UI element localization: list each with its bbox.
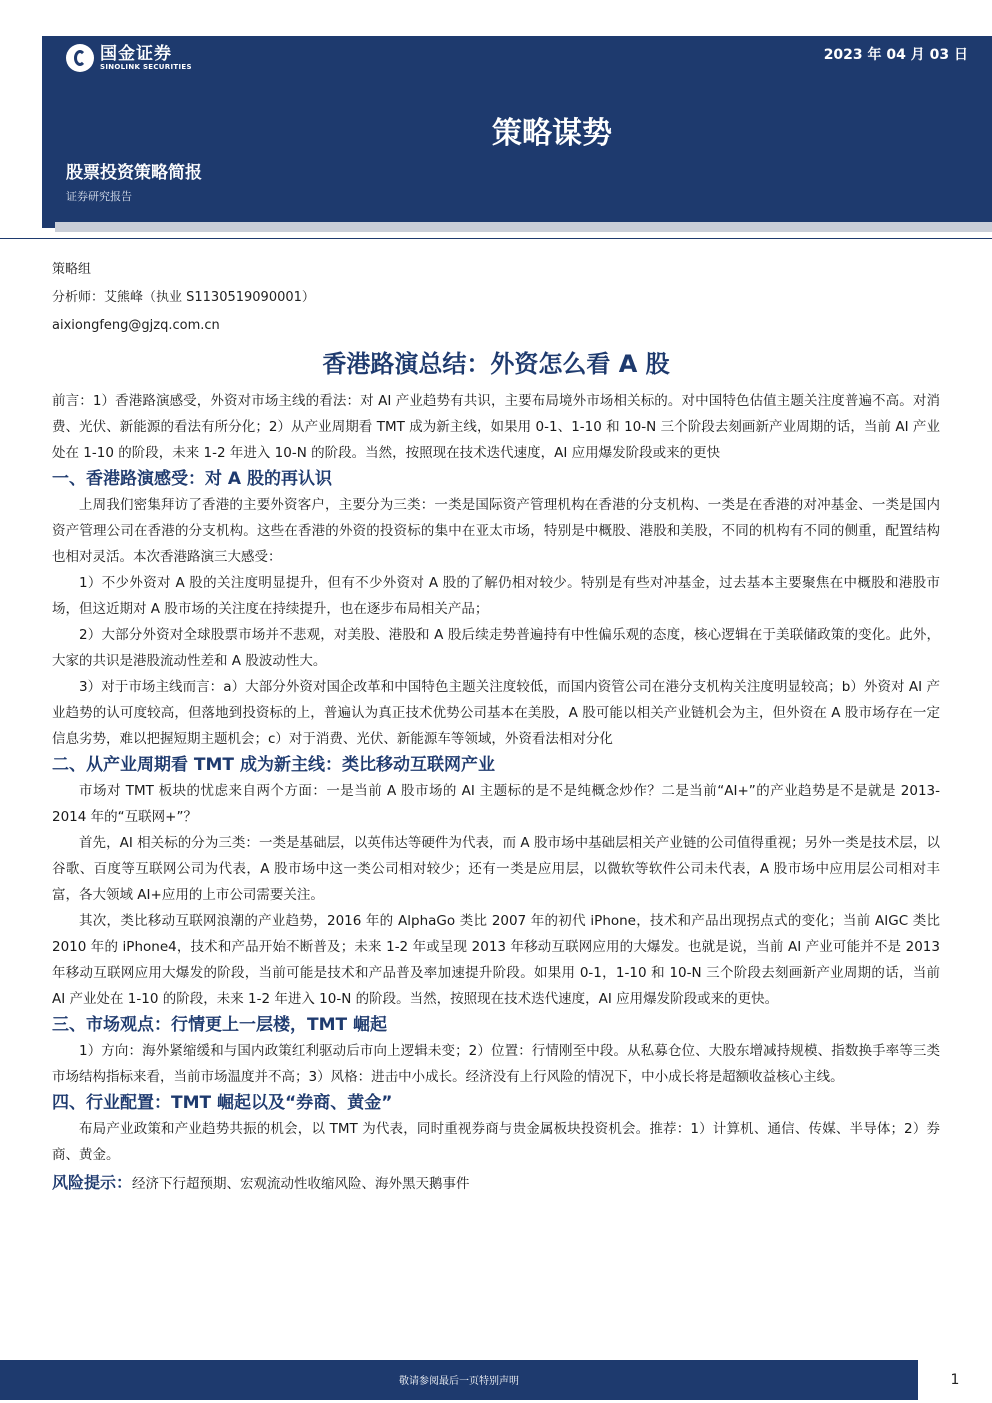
- analyst-email: aixiongfeng@gjzq.com.cn: [52, 318, 220, 333]
- intro-paragraph: 前言：1）香港路演感受，外资对市场主线的看法：对 AI 产业趋势有共识，主要布局境外市场相关标的。对中国特色估值主题关注度普遍不高。对消费、光伏、新能源的看法有所分化；2）从产业周期看 TMT 成为新主线，如果用 0-1、1-10 和 10-N 三个阶段去刻画新产业周期的话，当前 AI 产业处在 1-10 的阶段，未来 1-2 年进入 10-N 的阶段。当然，按照现在技术迭代速度，AI 应用爆发阶段或来的更快: [52, 393, 940, 461]
- paragraph: 首先，AI 相关标的分为三类：一类是基础层，以英伟达等硬件为代表，而 A 股市场中基础层相关产业链的公司值得重视；另外一类是技术层，以谷歌、百度等互联网公司为代表，A 股市场中这一类公司相对较少；还有一类是应用层，以微软等软件公司未代表，A 股市场中应用层公司相对丰富，各大领域 AI+应用的上市公司需要关注。: [52, 835, 940, 903]
- document-title: 香港路演总结：外资怎么看 A 股: [322, 350, 670, 378]
- paragraph: 布局产业政策和产业趋势共振的机会，以 TMT 为代表，同时重视券商与贵金属板块投资机会。推荐：1）计算机、通信、传媒、半导体；2）券商、黄金。: [52, 1121, 940, 1163]
- paragraph: 1）不少外资对 A 股的关注度明显提升，但有不少外资对 A 股的了解仍相对较少。特别是有些对冲基金，过去基本主要聚焦在中概股和港股市场，但这近期对 A 股市场的关注度在持续提升，也在逐步布局相关产品；: [52, 575, 940, 617]
- section-heading-4: 四、行业配置：TMT 崛起以及“券商、黄金”: [52, 1093, 393, 1113]
- report-header: [42, 36, 992, 228]
- page-number: 1: [950, 1372, 960, 1388]
- research-group: 策略组: [52, 262, 92, 277]
- report-type: 证券研究报告: [66, 190, 132, 203]
- report-subtitle: 股票投资策略简报: [66, 163, 202, 183]
- paragraph: 2）大部分外资对全球股票市场并不悲观，对美股、港股和 A 股后续走势普遍持有中性偏乐观的态度，核心逻辑在于美联储政策的变化。此外，大家的共识是港股流动性差和 A 股波动性大。: [52, 627, 940, 669]
- analyst-name: 分析师：艾熊峰（执业 S1130519090001）: [52, 290, 315, 305]
- risk-warning: [52, 1170, 940, 1197]
- section-heading-3: 三、市场观点：行情更上一层楼，TMT 崛起: [52, 1015, 388, 1035]
- footer-bar: [0, 1360, 918, 1400]
- risk-label: 风险提示：: [52, 1173, 133, 1192]
- risk-text: 经济下行超预期、宏观流动性收缩风险、海外黑天鹅事件: [132, 1176, 470, 1192]
- header-shadow: [55, 222, 992, 232]
- disclaimer-notice: 敬请参阅最后一页特别声明: [399, 1376, 519, 1387]
- header-rule: [0, 238, 992, 239]
- report-body: [52, 388, 940, 1197]
- paragraph: 3）对于市场主线而言：a）大部分外资对国企改革和中国特色主题关注度较低，而国内资管公司在港分支机构关注度明显较高；b）外资对 AI 产业趋势的认可度较高，但落地到投资标的上，普遍认为真正技术优势公司基本在美股，A 股可能以相关产业链机会为主，但外资在 A 股市场存在一定信息劣势，难以把握短期主题机会；c）对于消费、光伏、新能源车等领域，外资看法相对分化: [52, 679, 940, 747]
- paragraph: 1）方向：海外紧缩缓和与国内政策红利驱动后市向上逻辑未变；2）位置：行情刚至中段。从私募仓位、大股东增减持规模、指数换手率等三类市场结构指标来看，当前市场温度并不高；3）风格：进击中小成长。经济没有上行风险的情况下，中小成长将是超额收益核心主线。: [52, 1043, 940, 1085]
- paragraph: 市场对 TMT 板块的忧虑来自两个方面：一是当前 A 股市场的 AI 主题标的是不是纯概念炒作？二是当前“AI+”的产业趋势是不是就是 2013-2014 年的“互联网+”？: [52, 783, 940, 825]
- paragraph: 上周我们密集拜访了香港的主要外资客户，主要分为三类：一类是国际资产管理机构在香港的分支机构、一类是在香港的对冲基金、一类是国内资产管理公司在香港的分支机构。这些在香港的外资的投资标的集中在亚太市场，特别是中概股、港股和美股，不同的机构有不同的侧重，配置结构也相对灵活。本次香港路演三大感受：: [52, 497, 940, 565]
- logo-name-en: SINOLINK SECURITIES: [100, 62, 192, 71]
- section-heading-1: 一、香港路演感受：对 A 股的再认识: [52, 469, 332, 489]
- author-info: [52, 256, 315, 340]
- column-title: 策略谋势: [492, 116, 612, 151]
- paragraph: 其次，类比移动互联网浪潮的产业趋势，2016 年的 AlphaGo 类比 2007 年的初代 iPhone，技术和产品出现拐点式的变化；当前 AIGC 类比 2010 年的 iPhone4，技术和产品开始不断普及；未来 1-2 年或呈现 2013 年移动互联网应用的大爆发。也就是说，当前 AI 产业可能并不是 2013 年移动互联网应用大爆发的阶段，当前可能是技术和产品普及率加速提升阶段。如果用 0-1，1-10 和 10-N 三个阶段去刻画新产业周期的话，当前 AI 产业处在 1-10 的阶段，未来 1-2 年进入 10-N 的阶段。当然，按照现在技术迭代速度，AI 应用爆发阶段或来的更快。: [52, 913, 940, 1007]
- logo-name-cn: 国金证券: [100, 43, 172, 64]
- company-logo: [66, 44, 192, 72]
- section-heading-2: 二、从产业周期看 TMT 成为新主线：类比移动互联网产业: [52, 755, 495, 775]
- report-date: 2023 年 04 月 03 日: [823, 47, 968, 63]
- sinolink-logo-icon: [66, 44, 94, 72]
